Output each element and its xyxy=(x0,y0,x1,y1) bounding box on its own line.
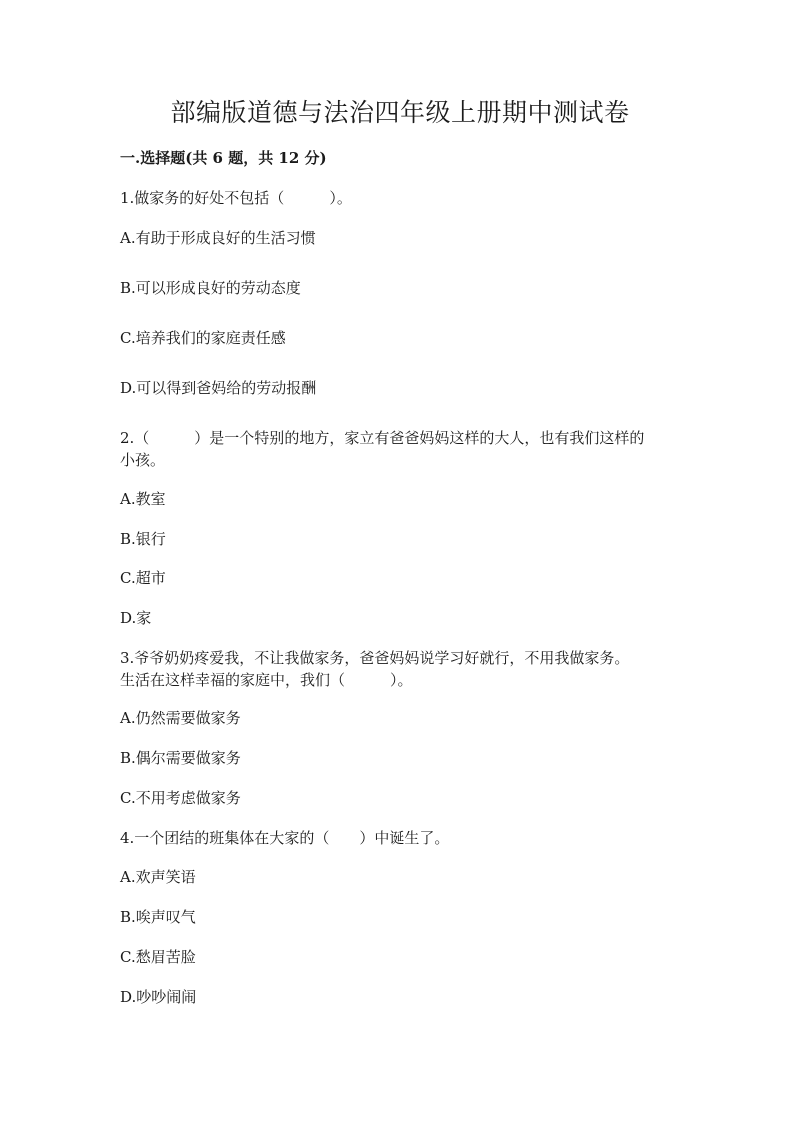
question-1-option-b[interactable]: B.可以形成良好的劳动态度 xyxy=(120,279,301,297)
question-3-text-line-2: 生活在这样幸福的家庭中，我们（ ）。 xyxy=(120,671,413,689)
question-3-text-line-1: 3.爷爷奶奶疼爱我，不让我做家务，爸爸妈妈说学习好就行，不用我做家务。 xyxy=(120,649,630,667)
question-3-option-b[interactable]: B.偶尔需要做家务 xyxy=(120,749,241,767)
question-3-option-a[interactable]: A.仍然需要做家务 xyxy=(120,709,241,727)
question-2-option-d[interactable]: D.家 xyxy=(120,609,152,627)
question-4-text: 4.一个团结的班集体在大家的（ ）中诞生了。 xyxy=(120,829,450,847)
question-1-option-a[interactable]: A.有助于形成良好的生活习惯 xyxy=(120,229,316,247)
section-heading: 一.选择题(共 6 题，共 12 分) xyxy=(120,149,327,167)
question-4-option-c[interactable]: C.愁眉苦脸 xyxy=(120,948,196,966)
question-2-option-b[interactable]: B.银行 xyxy=(120,530,166,548)
question-4-option-a[interactable]: A.欢声笑语 xyxy=(120,868,196,886)
question-4-option-d[interactable]: D.吵吵闹闹 xyxy=(120,988,197,1006)
question-1-text: 1.做家务的好处不包括（ ）。 xyxy=(120,189,352,207)
question-2-option-a[interactable]: A.教室 xyxy=(120,490,166,508)
question-2-text-line-1: 2.（ ）是一个特别的地方，家立有爸爸妈妈这样的大人，也有我们这样的 xyxy=(120,429,645,447)
page-title: 部编版道德与法治四年级上册期中测试卷 xyxy=(170,98,630,127)
question-2-text-line-2: 小孩。 xyxy=(120,451,166,469)
question-2-option-c[interactable]: C.超市 xyxy=(120,569,166,587)
question-1-option-c[interactable]: C.培养我们的家庭责任感 xyxy=(120,329,286,347)
question-3-option-c[interactable]: C.不用考虑做家务 xyxy=(120,789,241,807)
question-1-option-d[interactable]: D.可以得到爸妈给的劳动报酬 xyxy=(120,379,317,397)
question-4-option-b[interactable]: B.唉声叹气 xyxy=(120,908,196,926)
